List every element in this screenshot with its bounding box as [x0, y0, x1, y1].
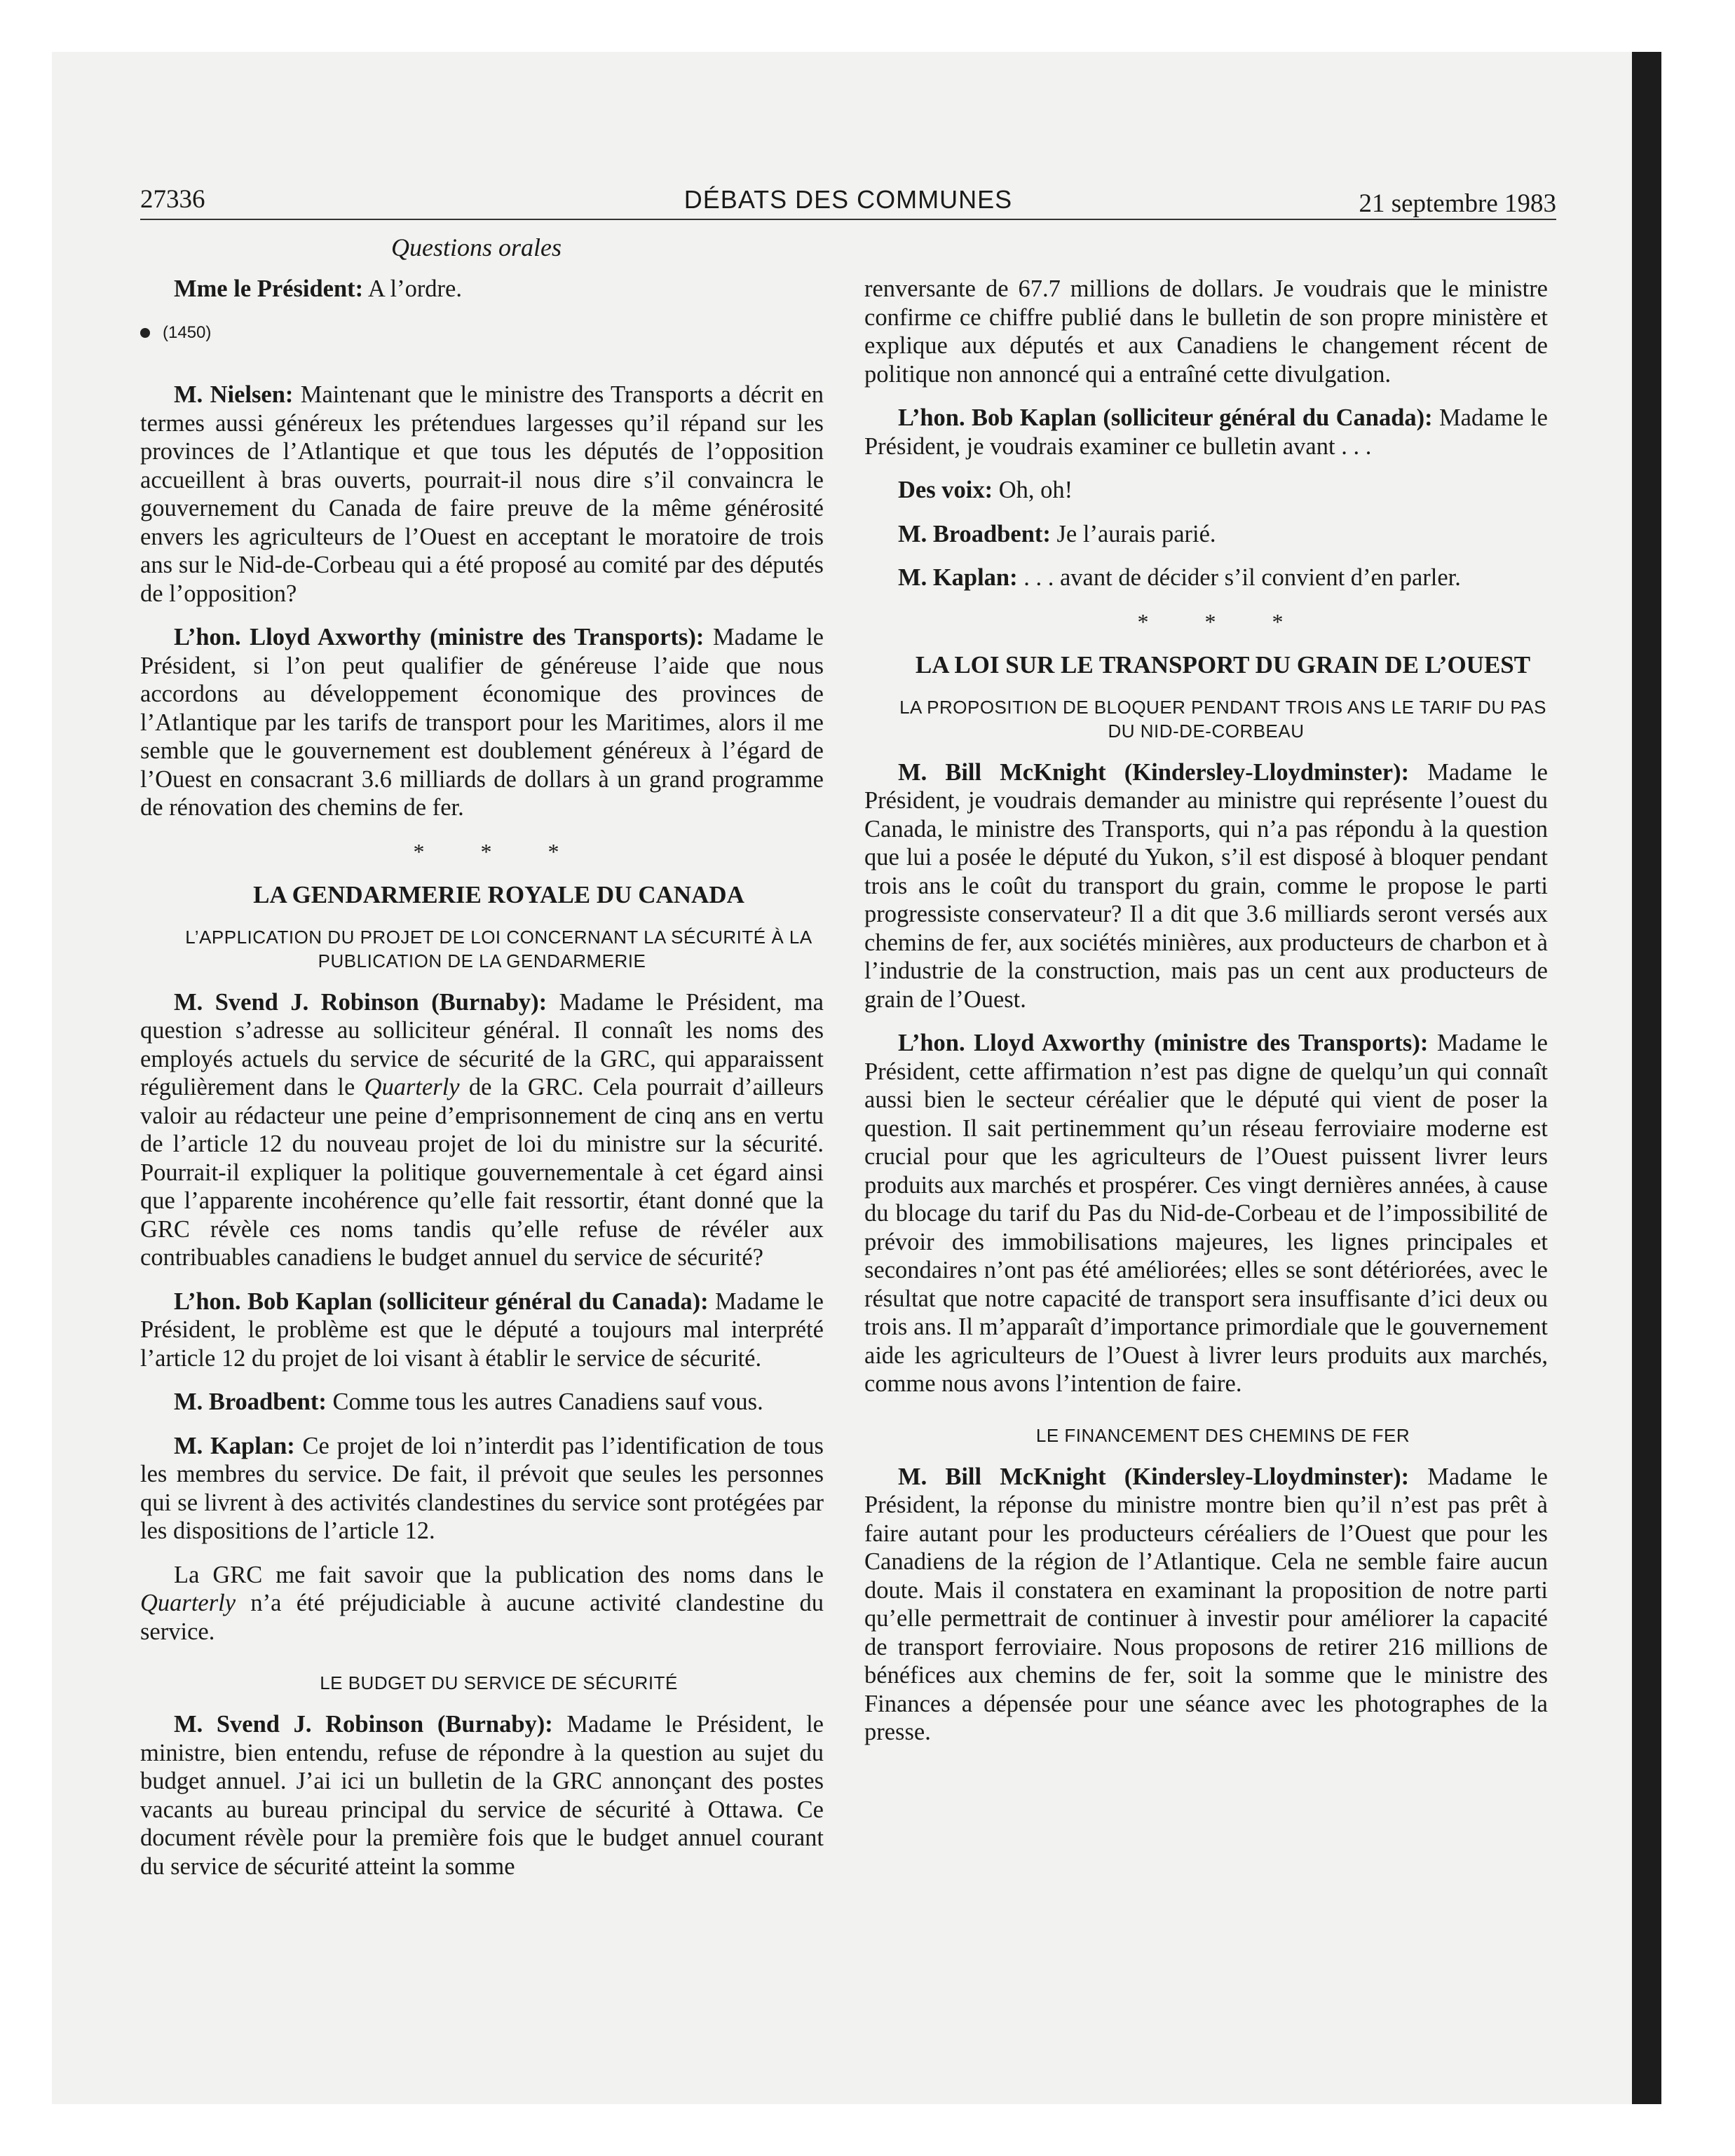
speech-text: Madame le Président, je voudrais examiner ce bulletin avant . . .	[864, 404, 1548, 460]
speech-text: Madame le Président, le ministre, bien entendu, refuse de répondre à la question au sujet du budget annuel. J’ai ici un bulletin de la GRC annonçant des postes vacants au bureau principal du service de sécurité à Ottawa. Ce document révèle pour la première fois que le budget annuel courant du service de sécurité atteint la somme	[140, 1711, 824, 1880]
speech-text: Comme tous les autres Canadiens sauf vous.	[326, 1389, 763, 1415]
speaker-name: M. Svend J. Robinson (Burnaby):	[174, 988, 547, 1016]
paragraph	[864, 564, 1548, 592]
bullet-icon	[140, 328, 150, 338]
paragraph	[864, 758, 1548, 1014]
paragraph	[140, 381, 824, 608]
paragraph	[140, 988, 824, 1272]
speaker-name: Des voix:	[898, 477, 993, 503]
speaker-name: L’hon. Bob Kaplan (solliciteur général du Canada):	[898, 404, 1433, 431]
paragraph	[864, 1463, 1548, 1747]
speaker-name: L’hon. Bob Kaplan (solliciteur général du Canada):	[174, 1288, 709, 1315]
paragraph	[140, 275, 824, 303]
speaker-name: Mme le Président:	[174, 275, 364, 302]
speech-text: Madame le Président, cette affirmation n’est pas digne de quelqu’un qui connaît aussi bien le secteur céréalier que le député qui vient de poser la question. Il sait pertinemment qu’un réseau ferroviaire moderne est crucial pour que les agriculteurs de l’Ouest puissent livrer leurs produits aux marchés et prospérer. Ces vingt dernières années, à cause du blocage du tarif du Pas du Nid-de-Corbeau et de l’impossibilité de prévoir des immobilisations majeures, les lignes principales et secondaires n’ont pas été améliorées; elles se sont détériorées, avec le résultat que notre capacité de transport sera insuffisante d’ici deux ou trois ans. Il m’apparaît d’importance primordiale que le gouvernement aide les agriculteurs de l’Ouest à livrer leurs produits aux marchés, comme nous avons l’intention de faire.	[864, 1030, 1548, 1397]
section-running-head: Questions orales	[391, 233, 562, 261]
time-marker	[140, 319, 824, 348]
speech-text: Madame le Président, le problème est que le député a toujours mal interprété l’article 12 du projet de loi visant à établir le service de sécurité.	[140, 1288, 824, 1372]
paragraph	[864, 1029, 1548, 1398]
page-header	[140, 182, 1556, 220]
paragraph	[864, 404, 1548, 460]
publication-name: Quarterly	[140, 1590, 236, 1616]
section-subtitle: LE BUDGET DU SERVICE DE SÉCURITÉ	[320, 1672, 678, 1693]
right-column	[864, 275, 1548, 1762]
scan-edge-bar	[1632, 52, 1661, 2104]
speech-text: A l’ordre.	[363, 275, 462, 302]
page-number: 27336	[140, 185, 205, 214]
paragraph	[140, 1388, 824, 1417]
speech-text: Ce projet de loi n’interdit pas l’identification de tous les membres du service. De fait, il prévoit que seules les personnes qui se livrent à des activités clandestines du service sont protégées par les dispositions de l’article 12.	[140, 1432, 824, 1544]
speech-text: Je l’aurais parié.	[1050, 520, 1216, 547]
speaker-name: M. Nielsen:	[174, 381, 294, 408]
speaker-name: M. Broadbent:	[898, 520, 1051, 547]
speech-text: renversante de 67.7 millions de dollars. Je voudrais que le ministre confirme ce chiffre publié dans le bulletin de son propre ministère et explique aux députés et aux Canadiens le changement récent de politique non annoncé qui a entraîné cette divulgation.	[864, 275, 1548, 388]
speaker-name: M. Bill McKnight (Kindersley-Lloydminster):	[898, 1463, 1410, 1490]
speech-text: de la GRC. Cela pourrait d’ailleurs valoir au rédacteur une peine d’emprisonnement de cinq ans en vertu de l’article 12 du nouveau projet de loi du ministre sur la sécurité. Pourrait-il expliquer la politique gouvernementale à cet égard ainsi que l’apparente incohérence qu’elle fait ressortir, étant donné que la GRC révèle ces noms tandis qu’elle refuse de révéler aux contribuables canadiens le budget annuel du service de sécurité?	[140, 1074, 824, 1271]
speaker-name: M. Svend J. Robinson (Burnaby):	[174, 1711, 553, 1738]
speech-text: n’a été préjudiciable à aucune activité clandestine du service.	[140, 1590, 824, 1645]
speaker-name: L’hon. Lloyd Axworthy (ministre des Transports):	[898, 1030, 1429, 1056]
section-subtitle: L’APPLICATION DU PROJET DE LOI CONCERNANT LA SÉCURITÉ À LA PUBLICATION DE LA GENDARMERIE	[185, 926, 812, 971]
speaker-name: M. Bill McKnight (Kindersley-Lloydminster):	[898, 758, 1410, 786]
speech-text: La GRC me fait savoir que la publication des noms dans le	[174, 1561, 824, 1588]
paragraph	[140, 1432, 824, 1546]
section-subtitle: LA PROPOSITION DE BLOQUER PENDANT TROIS ANS LE TARIF DU PAS DU NID-DE-CORBEAU	[899, 696, 1546, 742]
paragraph	[140, 623, 824, 822]
left-column	[140, 275, 824, 1896]
paragraph	[864, 476, 1548, 505]
speech-text: Maintenant que le ministre des Transports a décrit en termes aussi généreux les prétendues largesses qu’il répand sur les provinces de l’Atlantique et que tous les députés de l’opposition accueillent à bras ouverts, pourrait-il nous dire s’il convaincra le gouvernement du Canada de faire preuve de la même générosité envers les agriculteurs de l’Ouest en acceptant le moratoire de trois ans sur le Nid-de-Corbeau qui a été proposé au comité par des députés de l’opposition?	[140, 381, 824, 607]
speech-text: Madame le Président, si l’on peut qualifier de généreuse l’aide que nous accordons au développement économique des provinces de l’Atlantique par les tarifs de transport pour les Maritimes, alors il me semble que le gouvernement est doublement généreux à l’égard de l’Ouest en consacrant 3.6 milliards de dollars à un grand programme de rénovation des chemins de fer.	[140, 624, 824, 821]
paragraph	[140, 1561, 824, 1646]
speaker-name: M. Kaplan:	[898, 564, 1018, 591]
paragraph	[864, 520, 1548, 549]
paragraph	[140, 1710, 824, 1881]
speech-text: Madame le Président, je voudrais demander au ministre qui représente l’ouest du Canada, le ministre des Transports, qui n’a pas répondu à la question que lui a posée le député du Yukon, s’il est disposé à bloquer pendant trois ans le coût du transport du grain, comme le propose le parti progressiste conservateur? Il a dit que 3.6 milliards seront versés aux chemins de fer, aux sociétés minières, aux producteurs de charbon et à l’industrie de la construction, mais pas un cent aux producteurs de grain de l’Ouest.	[864, 758, 1548, 1013]
section-separator: * * *	[413, 838, 585, 864]
time-label: (1450)	[163, 322, 212, 342]
publication-title: DÉBATS DES COMMUNES	[683, 185, 1013, 214]
section-title: LA GENDARMERIE ROYALE DU CANADA	[253, 881, 744, 908]
speech-text: Madame le Président, la réponse du ministre montre bien qu’il n’est pas prêt à faire autant pour les producteurs céréaliers de l’Ouest que pour les Canadiens de la région de l’Atlantique. Cela ne semble faire aucun doute. Mais il constatera en examinant la proposition de notre parti qu’elle permettrait de continuer à investir pour améliorer la capacité de transport ferroviaire. Nous proposons de retirer 216 millions de bénéfices aux chemins de fer, soit la somme que le ministre des Finances a dépensée pour une séance avec les photographes de la presse.	[864, 1463, 1548, 1745]
paragraph	[864, 275, 1548, 388]
section-subtitle: LE FINANCEMENT DES CHEMINS DE FER	[1035, 1424, 1410, 1446]
publication-date: 21 septembre 1983	[1359, 189, 1556, 218]
publication-name: Quarterly	[364, 1074, 460, 1100]
speaker-name: L’hon. Lloyd Axworthy (ministre des Transports):	[174, 624, 705, 650]
speech-text: Madame le Président, ma question s’adresse au solliciteur général. Il connaît les noms des employés actuels du service de sécurité de la GRC, qui apparaissent régulièrement dans le	[140, 988, 824, 1100]
speaker-name: M. Kaplan:	[174, 1432, 295, 1459]
speech-text: Oh, oh!	[993, 477, 1073, 503]
section-separator: * * *	[1137, 608, 1309, 634]
speaker-name: M. Broadbent:	[174, 1389, 327, 1415]
section-title: LA LOI SUR LE TRANSPORT DU GRAIN DE L’OUEST	[915, 651, 1531, 678]
speech-text: . . . avant de décider s’il convient d’en parler.	[1017, 564, 1461, 591]
paragraph	[140, 1288, 824, 1373]
